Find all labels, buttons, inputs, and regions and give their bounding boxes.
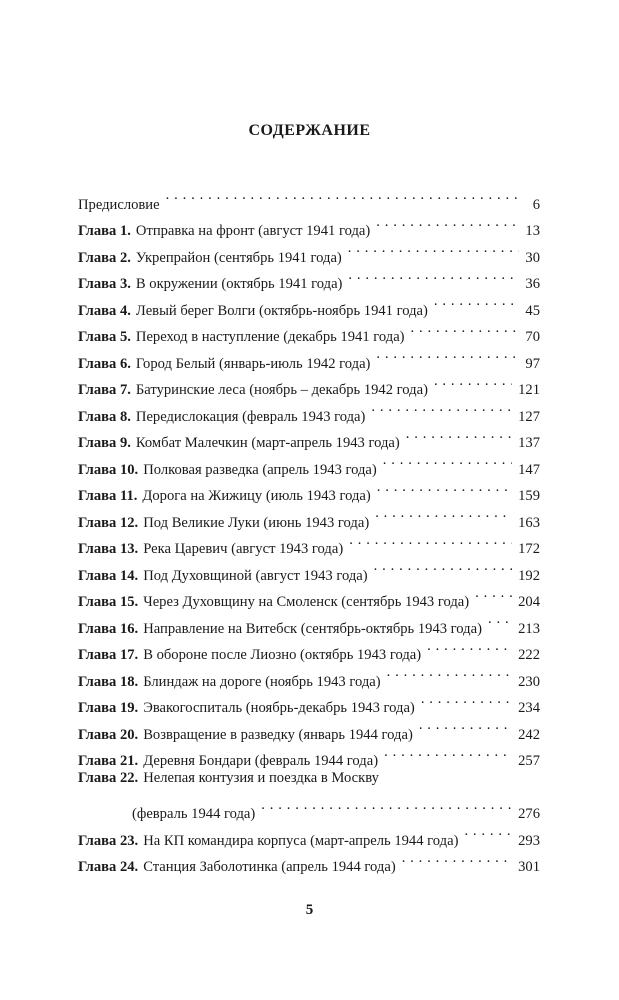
toc-entry xyxy=(78,262,540,292)
chapter-title: Эвакогоспиталь (ноябрь-декабрь 1943 года) xyxy=(143,700,415,716)
toc-line xyxy=(78,474,540,504)
toc-page-number: 301 xyxy=(518,859,540,875)
chapter-title: Дорога на Жижицу (июль 1943 года) xyxy=(142,488,371,504)
toc-entry xyxy=(78,474,540,504)
chapter-title: Переход в наступление (декабрь 1941 года) xyxy=(135,329,405,345)
toc-entry xyxy=(78,633,540,663)
chapter-number: Глава 15. xyxy=(78,594,139,610)
dot-leader xyxy=(383,447,512,474)
chapter-number: Глава 7. xyxy=(78,382,131,398)
chapter-title: Передислокация (февраль 1943 года) xyxy=(135,408,366,425)
toc-page-number: 276 xyxy=(518,806,540,822)
toc-page-number: 242 xyxy=(518,726,540,743)
toc-entry xyxy=(78,315,540,345)
toc-entry xyxy=(78,182,540,213)
chapter-title: Направление на Витебск (сентябрь-октябрь 1943 года) xyxy=(143,620,482,637)
chapter-title: Комбат Малечкин (март-апрель 1943 года) xyxy=(135,435,400,451)
chapter-number: Глава 14. xyxy=(78,567,139,584)
chapter-title: Через Духовщину на Смоленск (сентябрь 1943 года) xyxy=(143,594,470,610)
toc-line xyxy=(78,686,540,716)
dot-leader xyxy=(464,818,512,845)
toc-page-number: 293 xyxy=(518,832,540,849)
chapter-title: Батуринские леса (ноябрь – декабрь 1942 года) xyxy=(135,382,428,398)
toc-page-number: 127 xyxy=(518,408,540,425)
dot-leader xyxy=(419,712,512,739)
toc-entry xyxy=(78,739,540,769)
chapter-title: В окружении (октябрь 1941 года) xyxy=(135,276,343,292)
toc-entry xyxy=(78,421,540,451)
chapter-title: Укрепрайон (сентябрь 1941 года) xyxy=(135,249,342,266)
chapter-number: Глава 24. xyxy=(78,859,139,875)
toc-line xyxy=(78,553,540,584)
dot-leader xyxy=(434,288,520,315)
toc-page-number: 257 xyxy=(518,753,540,769)
toc-line xyxy=(78,288,540,319)
toc-entry xyxy=(78,606,540,637)
dot-leader xyxy=(376,341,519,368)
toc-line xyxy=(78,845,540,875)
chapter-title: Под Духовщиной (август 1943 года) xyxy=(143,567,368,584)
toc-line xyxy=(78,659,540,690)
chapter-title: Левый берег Волги (октябрь-ноябрь 1941 года) xyxy=(135,302,428,319)
toc-line xyxy=(78,209,540,239)
chapter-number: Глава 13. xyxy=(78,541,139,557)
toc-entry xyxy=(78,288,540,319)
toc-page-number: 30 xyxy=(525,249,540,266)
chapter-number: Глава 11. xyxy=(78,488,138,504)
toc-title: СОДЕРЖАНИЕ xyxy=(248,122,371,139)
dot-leader xyxy=(348,235,520,262)
toc-page-number: 45 xyxy=(525,302,540,319)
dot-leader xyxy=(166,182,520,209)
toc-page-number: 192 xyxy=(518,567,540,584)
dot-leader xyxy=(434,368,512,395)
toc-line xyxy=(78,447,540,478)
toc-page-number: 121 xyxy=(518,382,540,398)
dot-leader xyxy=(348,262,519,289)
toc-entry xyxy=(78,553,540,584)
chapter-number: Глава 2. xyxy=(78,249,131,266)
toc-entry xyxy=(78,712,540,743)
chapter-number: Глава 4. xyxy=(78,302,131,319)
chapter-number: Глава 3. xyxy=(78,276,131,292)
toc-line xyxy=(78,500,540,531)
chapter-title: Нелепая контузия и поездка в Москву xyxy=(143,770,379,786)
toc-line xyxy=(78,606,540,637)
chapter-number: Глава 18. xyxy=(78,673,139,690)
toc-page-number: 230 xyxy=(518,673,540,690)
toc-entry xyxy=(78,765,540,822)
toc-page-number: 97 xyxy=(525,355,540,372)
chapter-title: Полковая разведка (апрель 1943 года) xyxy=(143,461,377,478)
toc-entry xyxy=(78,659,540,690)
toc-line xyxy=(78,394,540,425)
dot-leader xyxy=(427,633,512,660)
toc-line xyxy=(78,262,540,292)
chapter-number: Глава 19. xyxy=(78,700,139,716)
chapter-number: Глава 5. xyxy=(78,329,131,345)
toc-page-number: 159 xyxy=(518,488,540,504)
chapter-number: Глава 20. xyxy=(78,726,139,743)
dot-leader xyxy=(371,394,512,421)
chapter-number: Глава 16. xyxy=(78,620,139,637)
dot-leader xyxy=(349,527,512,554)
dot-leader xyxy=(376,209,519,236)
chapter-number: Глава 8. xyxy=(78,408,131,425)
toc-line xyxy=(78,421,540,451)
toc-page-number: 13 xyxy=(525,223,540,239)
toc-line xyxy=(78,235,540,266)
dot-leader xyxy=(421,686,512,713)
dot-leader xyxy=(488,606,512,633)
dot-leader xyxy=(387,659,512,686)
dot-leader xyxy=(384,739,512,766)
toc-entry xyxy=(78,235,540,266)
toc-line xyxy=(78,315,540,345)
chapter-number: Глава 9. xyxy=(78,435,131,451)
dot-leader xyxy=(377,474,512,501)
dot-leader xyxy=(406,421,512,448)
toc-line xyxy=(78,580,540,610)
toc-line xyxy=(78,739,540,769)
toc-page-number: 172 xyxy=(518,541,540,557)
toc-page-number: 137 xyxy=(518,435,540,451)
toc-entry xyxy=(78,368,540,398)
table-of-contents xyxy=(78,182,540,875)
toc-line xyxy=(78,765,540,792)
toc-line xyxy=(78,368,540,398)
dot-leader xyxy=(375,500,512,527)
toc-page-number: 147 xyxy=(518,461,540,478)
dot-leader xyxy=(374,553,513,580)
toc-page-number: 6 xyxy=(532,196,540,213)
toc-entry xyxy=(78,818,540,849)
chapter-number: Глава 10. xyxy=(78,461,139,478)
toc-line xyxy=(78,712,540,743)
chapter-title: Предисловие xyxy=(78,196,160,213)
dot-leader xyxy=(402,845,512,872)
chapter-number: Глава 1. xyxy=(78,223,131,239)
chapter-title: Город Белый (январь-июль 1942 года) xyxy=(135,355,371,372)
toc-entry xyxy=(78,341,540,372)
toc-page-number: 163 xyxy=(518,514,540,531)
chapter-title: Блиндаж на дороге (ноябрь 1943 года) xyxy=(143,673,381,690)
toc-entry xyxy=(78,845,540,875)
toc-entry xyxy=(78,686,540,716)
toc-entry xyxy=(78,500,540,531)
toc-page-number: 213 xyxy=(518,620,540,637)
toc-entry xyxy=(78,527,540,557)
toc-page-number: 222 xyxy=(518,647,540,663)
page-number: 5 xyxy=(305,902,314,918)
dot-leader xyxy=(411,315,520,342)
toc-page-number: 70 xyxy=(525,329,540,345)
chapter-title: Возвращение в разведку (январь 1944 года) xyxy=(143,726,413,743)
chapter-title: Река Царевич (август 1943 года) xyxy=(143,541,344,557)
toc-entry xyxy=(78,580,540,610)
chapter-title: На КП командира корпуса (март-апрель 1944 года) xyxy=(143,832,459,849)
toc-entry xyxy=(78,447,540,478)
chapter-title: Деревня Бондари (февраль 1944 года) xyxy=(143,753,379,769)
dot-leader xyxy=(475,580,512,607)
chapter-number: Глава 22. xyxy=(78,770,139,786)
toc-page-number: 234 xyxy=(518,700,540,716)
chapter-title: Под Великие Луки (июнь 1943 года) xyxy=(143,514,370,531)
toc-entry xyxy=(78,209,540,239)
dot-leader xyxy=(261,792,512,819)
chapter-number: Глава 12. xyxy=(78,514,139,531)
chapter-number: Глава 21. xyxy=(78,753,139,769)
toc-line xyxy=(78,633,540,663)
chapter-title: Отправка на фронт (август 1941 года) xyxy=(135,223,371,239)
toc-page-number: 36 xyxy=(525,276,540,292)
toc-line xyxy=(78,818,540,849)
chapter-number: Глава 17. xyxy=(78,647,139,663)
chapter-title: В обороне после Лиозно (октябрь 1943 года) xyxy=(143,647,422,663)
toc-line xyxy=(78,182,540,213)
chapter-title-continued: (февраль 1944 года) xyxy=(132,806,256,822)
chapter-number: Глава 6. xyxy=(78,355,131,372)
toc-line xyxy=(78,341,540,372)
toc-line xyxy=(78,527,540,557)
toc-entry xyxy=(78,394,540,425)
chapter-number: Глава 23. xyxy=(78,832,139,849)
toc-line-continued xyxy=(78,792,540,822)
toc-page-number: 204 xyxy=(518,594,540,610)
chapter-title: Станция Заболотинка (апрель 1944 года) xyxy=(143,859,396,875)
